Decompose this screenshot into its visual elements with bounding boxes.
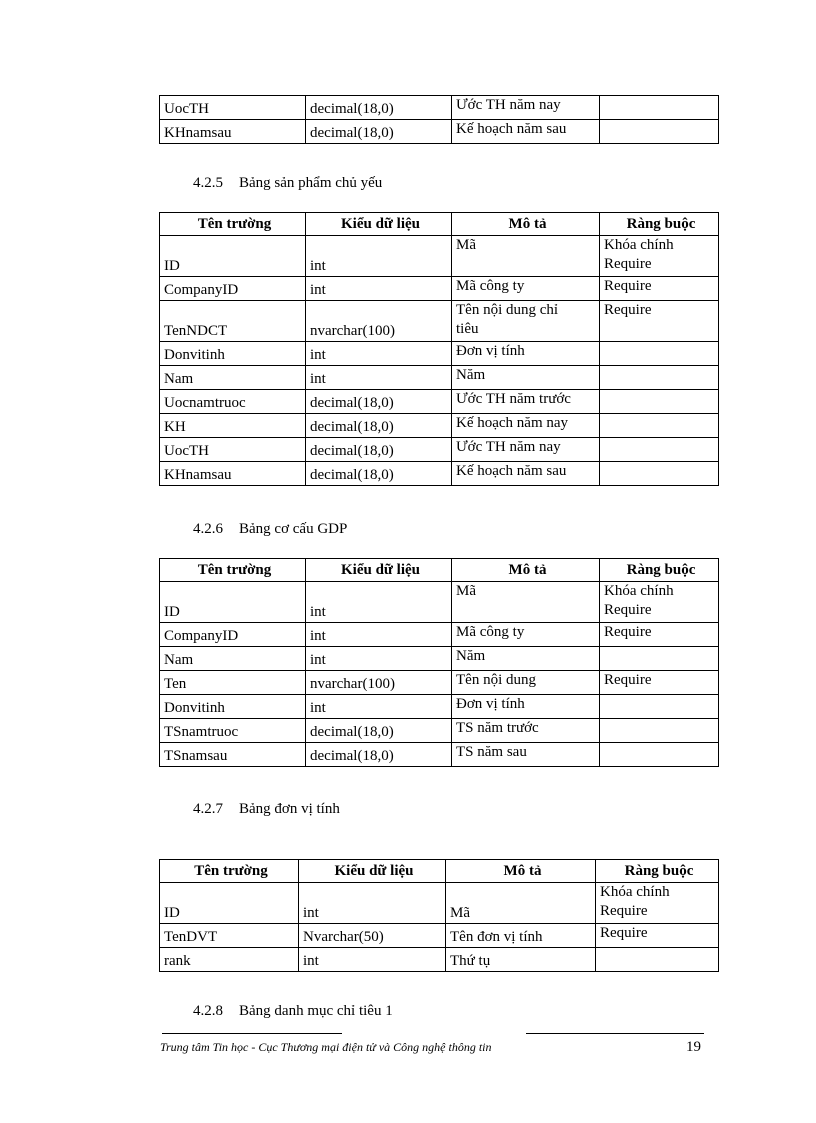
cell-constraint: [600, 120, 719, 144]
cell-description-line: Kế hoạch năm nay: [456, 415, 569, 431]
table-row: [160, 743, 719, 767]
cell-description-line: Kế hoạch năm sau: [456, 121, 567, 137]
cell-data-type: decimal(18,0): [306, 462, 452, 486]
section-heading-4-2-6: 4.2.6 Bảng cơ cấu GDP: [193, 521, 348, 537]
cell-data-type: decimal(18,0): [306, 96, 452, 120]
cell-description: [452, 719, 600, 743]
table-row: [160, 96, 719, 120]
cell-description-line: Ước TH năm nay: [456, 97, 561, 113]
header-field-name: Tên trường: [160, 559, 306, 582]
cell-data-type: int: [306, 236, 452, 277]
table-continued: [159, 95, 719, 144]
cell-constraint: [600, 301, 719, 342]
table-row: [160, 695, 719, 719]
cell-field-name: CompanyID: [160, 277, 306, 301]
header-data-type: Kiểu dữ liệu: [306, 213, 452, 236]
cell-field-name: Donvitinh: [160, 695, 306, 719]
table-row: [160, 236, 719, 277]
table-row: [160, 671, 719, 695]
table-row: [160, 277, 719, 301]
cell-description-line: tiêu: [456, 321, 479, 337]
cell-field-name: TSnamsau: [160, 743, 306, 767]
cell-description-line: Đơn vị tính: [456, 343, 525, 359]
cell-constraint-line: Require: [604, 602, 652, 618]
cell-description: [446, 924, 596, 948]
cell-field-name: ID: [160, 883, 299, 924]
cell-description: [452, 342, 600, 366]
cell-description-line: Đơn vị tính: [456, 696, 525, 712]
cell-description: [446, 883, 596, 924]
cell-description: [452, 462, 600, 486]
cell-data-type: int: [299, 948, 446, 972]
table-row: [160, 414, 719, 438]
section-heading-4-2-7: 4.2.7 Bảng đơn vị tính: [193, 801, 340, 817]
cell-description: [452, 414, 600, 438]
cell-constraint-line: Require: [604, 302, 652, 318]
cell-constraint: [596, 924, 719, 948]
cell-description-line: Mã công ty: [456, 624, 525, 640]
cell-field-name: KH: [160, 414, 306, 438]
cell-constraint-line: Require: [604, 278, 652, 294]
cell-field-name: rank: [160, 948, 299, 972]
cell-data-type: decimal(18,0): [306, 414, 452, 438]
cell-description-line: Năm: [456, 367, 486, 383]
cell-field-name: UocTH: [160, 96, 306, 120]
cell-description-line: Năm: [456, 648, 486, 664]
header-field-name: Tên trường: [160, 213, 306, 236]
cell-description: [452, 96, 600, 120]
table-row: [160, 301, 719, 342]
cell-description-line: Kế hoạch năm sau: [456, 463, 567, 479]
table-row: [160, 582, 719, 623]
cell-field-name: Ten: [160, 671, 306, 695]
cell-description-line: TS năm trước: [456, 720, 539, 736]
cell-constraint: [596, 948, 719, 972]
cell-constraint-line: Khóa chính: [604, 583, 674, 599]
cell-description-line: Tên nội dung chỉ: [456, 302, 559, 318]
footer-rule-left: [162, 1033, 342, 1034]
cell-data-type: int: [306, 695, 452, 719]
cell-description: [452, 438, 600, 462]
cell-field-name: Nam: [160, 366, 306, 390]
cell-description-line: Ước TH năm trước: [456, 391, 571, 407]
cell-data-type: decimal(18,0): [306, 390, 452, 414]
cell-constraint: [596, 883, 719, 924]
table-main-products: [159, 212, 719, 486]
cell-constraint: [600, 236, 719, 277]
cell-description: [452, 582, 600, 623]
cell-description-line: Mã: [450, 905, 470, 921]
cell-data-type: int: [306, 277, 452, 301]
table-row: [160, 623, 719, 647]
cell-constraint: [600, 743, 719, 767]
cell-field-name: TenNDCT: [160, 301, 306, 342]
cell-description: [452, 301, 600, 342]
table-row: [160, 342, 719, 366]
section-heading-4-2-5: 4.2.5 Bảng sản phẩm chủ yếu: [193, 175, 383, 191]
header-constraint: Ràng buộc: [600, 213, 719, 236]
cell-description: [452, 120, 600, 144]
table-row: [160, 948, 719, 972]
cell-field-name: KHnamsau: [160, 120, 306, 144]
cell-constraint: [600, 342, 719, 366]
cell-constraint: [600, 414, 719, 438]
cell-field-name: KHnamsau: [160, 462, 306, 486]
cell-description-line: Thứ tụ: [450, 953, 491, 969]
cell-description-line: TS năm sau: [456, 744, 527, 760]
header-field-name: Tên trường: [160, 860, 299, 883]
header-constraint: Ràng buộc: [600, 559, 719, 582]
cell-constraint: [600, 96, 719, 120]
table-row: [160, 719, 719, 743]
cell-field-name: UocTH: [160, 438, 306, 462]
cell-constraint-line: Require: [604, 256, 652, 272]
cell-constraint-line: Khóa chính: [604, 237, 674, 253]
header-data-type: Kiểu dữ liệu: [306, 559, 452, 582]
cell-data-type: int: [306, 342, 452, 366]
table-row: [160, 366, 719, 390]
cell-data-type: nvarchar(100): [306, 671, 452, 695]
cell-description-line: Ước TH năm nay: [456, 439, 561, 455]
cell-description: [452, 236, 600, 277]
cell-data-type: decimal(18,0): [306, 719, 452, 743]
cell-constraint-line: Require: [600, 925, 648, 941]
cell-description: [446, 948, 596, 972]
cell-field-name: Nam: [160, 647, 306, 671]
table-row: [160, 883, 719, 924]
table-row: [160, 438, 719, 462]
cell-data-type: int: [306, 647, 452, 671]
section-heading-4-2-8: 4.2.8 Bảng danh mục chỉ tiêu 1: [193, 1003, 393, 1019]
cell-description-line: Mã công ty: [456, 278, 525, 294]
cell-data-type: decimal(18,0): [306, 120, 452, 144]
cell-constraint: [600, 390, 719, 414]
cell-data-type: int: [306, 623, 452, 647]
cell-description: [452, 277, 600, 301]
cell-constraint-line: Require: [604, 672, 652, 688]
cell-constraint-line: Khóa chính: [600, 884, 670, 900]
footer-rule-right: [526, 1033, 704, 1034]
cell-data-type: int: [306, 366, 452, 390]
cell-data-type: decimal(18,0): [306, 743, 452, 767]
cell-constraint: [600, 582, 719, 623]
table-units: [159, 859, 719, 972]
cell-constraint: [600, 719, 719, 743]
cell-field-name: Uocnamtruoc: [160, 390, 306, 414]
footer-text: Trung tâm Tin học - Cục Thương mại điện tử và Công nghệ thông tin: [160, 1040, 492, 1054]
cell-constraint: [600, 366, 719, 390]
header-data-type: Kiểu dữ liệu: [299, 860, 446, 883]
header-constraint: Ràng buộc: [596, 860, 719, 883]
cell-constraint-line: Require: [600, 903, 648, 919]
cell-field-name: CompanyID: [160, 623, 306, 647]
cell-constraint: [600, 438, 719, 462]
cell-description: [452, 647, 600, 671]
cell-data-type: nvarchar(100): [306, 301, 452, 342]
table-row: [160, 462, 719, 486]
page-number: 19: [686, 1039, 701, 1055]
table-row: [160, 390, 719, 414]
table-row: [160, 647, 719, 671]
cell-description-line: Mã: [456, 583, 476, 599]
cell-field-name: TenDVT: [160, 924, 299, 948]
table-gdp-structure: [159, 558, 719, 767]
table-row: [160, 120, 719, 144]
cell-description-line: Tên nội dung: [456, 672, 536, 688]
header-description: Mô tả: [452, 213, 600, 236]
cell-constraint: [600, 462, 719, 486]
cell-field-name: Donvitinh: [160, 342, 306, 366]
cell-description: [452, 671, 600, 695]
cell-constraint: [600, 695, 719, 719]
header-description: Mô tả: [452, 559, 600, 582]
cell-data-type: int: [299, 883, 446, 924]
cell-constraint-line: Require: [604, 624, 652, 640]
cell-description: [452, 623, 600, 647]
cell-description: [452, 695, 600, 719]
cell-field-name: ID: [160, 582, 306, 623]
cell-data-type: decimal(18,0): [306, 438, 452, 462]
table-row: [160, 924, 719, 948]
cell-constraint: [600, 277, 719, 301]
header-description: Mô tả: [446, 860, 596, 883]
cell-data-type: int: [306, 582, 452, 623]
cell-description: [452, 366, 600, 390]
cell-constraint: [600, 623, 719, 647]
cell-field-name: ID: [160, 236, 306, 277]
cell-field-name: TSnamtruoc: [160, 719, 306, 743]
cell-description-line: Tên đơn vị tính: [450, 929, 543, 945]
cell-description-line: Mã: [456, 237, 476, 253]
cell-description: [452, 743, 600, 767]
cell-data-type: Nvarchar(50): [299, 924, 446, 948]
cell-constraint: [600, 671, 719, 695]
cell-description: [452, 390, 600, 414]
cell-constraint: [600, 647, 719, 671]
